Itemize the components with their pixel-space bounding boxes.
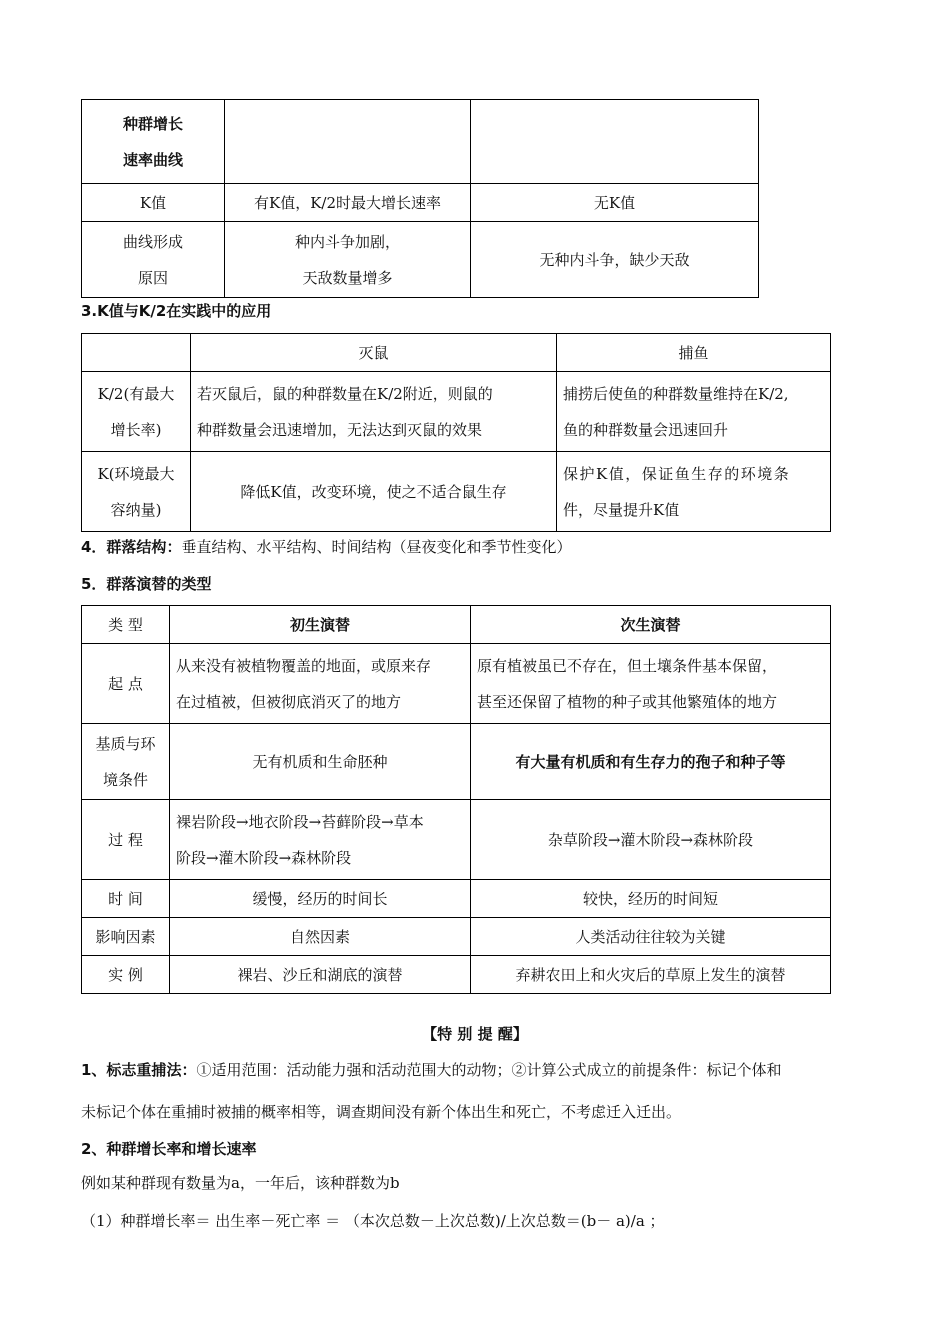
label-line: 基质与环 — [95, 734, 156, 753]
cell-line: 原有植被虽已不存在，但土壤条件基本保留， — [477, 656, 778, 675]
table-row — [82, 880, 831, 918]
cell: 降低K值，改变环境，使之不适合鼠生存 — [191, 452, 557, 532]
cell-line: 若灭鼠后，鼠的种群数量在K/2附近，则鼠的 — [197, 384, 493, 403]
cell-line: 天敌数量增多 — [302, 268, 393, 287]
table-row — [82, 956, 831, 994]
cell-line: 保护K值，保证鱼生存的环境条 — [563, 464, 791, 483]
cell-line: 裸岩阶段→地衣阶段→苔藓阶段→草本 — [176, 812, 424, 831]
cell: 有大量有机质和有生存力的孢子和种子等 — [471, 724, 831, 800]
cell — [471, 644, 831, 724]
table-header-row — [82, 606, 831, 644]
section-heading-5: 5．群落演替的类型 — [81, 575, 212, 593]
table-row — [82, 724, 831, 800]
row-label: 实 例 — [82, 956, 170, 994]
label-line: 曲线形成 — [122, 232, 183, 251]
point-1-line-1 — [81, 1060, 881, 1080]
table-row — [82, 452, 831, 532]
section-4-text: 垂直结构、水平结构、时间结构（昼夜变化和季节性变化） — [181, 538, 572, 556]
cell: 弃耕农田上和火灾后的草原上发生的演替 — [471, 956, 831, 994]
point-1-line-2: 未标记个体在重捕时被捕的概率相等，调查期间没有新个体出生和死亡，不考虑迁入迁出。 — [81, 1103, 682, 1121]
table-row — [82, 184, 759, 222]
cell-line: 从来没有被植物覆盖的地面，或原来存 — [176, 656, 432, 675]
header-cell: 类 型 — [82, 606, 170, 644]
special-reminder-title: 【特 别 提 醒】 — [422, 1025, 528, 1043]
growth-rate-comparison-table — [81, 99, 759, 298]
cell-line: 在过植被，但被彻底消灭了的地方 — [176, 692, 402, 711]
cell-line: 种内斗争加剧， — [294, 232, 400, 251]
cell — [170, 800, 471, 880]
cell-line: 件，尽量提升K值 — [563, 500, 680, 519]
row-label: 时 间 — [82, 880, 170, 918]
point-2-title: 2、种群增长率和增长速率 — [81, 1140, 257, 1158]
row-label-cause — [82, 222, 225, 298]
cell — [557, 452, 831, 532]
table-row — [82, 372, 831, 452]
row-label-growth-curve — [82, 100, 225, 184]
cell — [191, 372, 557, 452]
label-line: 原因 — [137, 268, 168, 287]
cell — [225, 222, 471, 298]
table-row — [82, 800, 831, 880]
header-cell: 灭鼠 — [191, 334, 557, 372]
cell: 人类活动往往较为关键 — [471, 918, 831, 956]
row-label — [82, 452, 191, 532]
cell-line: 鱼的种群数量会迅速回升 — [563, 420, 729, 439]
row-label: 过 程 — [82, 800, 170, 880]
point-1-text: ①适用范围：活动能力强和活动范围大的动物；②计算公式成立的前提条件：标记个体和 — [196, 1061, 782, 1079]
row-label — [82, 372, 191, 452]
cell: 无有机质和生命胚种 — [170, 724, 471, 800]
table-header-row — [82, 334, 831, 372]
cell-line: 种群数量会迅速增加，无法达到灭鼠的效果 — [197, 420, 483, 439]
k-value-application-table — [81, 333, 831, 532]
cell-j-curve — [225, 100, 471, 184]
cell: 缓慢，经历的时间长 — [170, 880, 471, 918]
cell: 无K值 — [471, 184, 759, 222]
row-label: 起 点 — [82, 644, 170, 724]
point-2-example: 例如某种群现有数量为a，一年后，该种群数为b — [81, 1174, 400, 1192]
cell: 有K值，K/2时最大增长速率 — [225, 184, 471, 222]
label-line: 容纳量) — [110, 500, 162, 519]
cell: 裸岩、沙丘和湖底的演替 — [170, 956, 471, 994]
cell-line: 阶段→灌木阶段→森林阶段 — [176, 848, 352, 867]
header-cell: 捕鱼 — [557, 334, 831, 372]
label-line: 境条件 — [102, 770, 148, 789]
table-row — [82, 644, 831, 724]
section-heading-3: 3.K值与K/2在实践中的应用 — [81, 302, 272, 320]
header-cell: 初生演替 — [170, 606, 471, 644]
row-label: 影响因素 — [82, 918, 170, 956]
table-row — [82, 100, 759, 184]
row-label — [82, 724, 170, 800]
succession-types-table — [81, 605, 831, 994]
header-cell: 次生演替 — [471, 606, 831, 644]
section-heading-4 — [81, 537, 571, 557]
point-2-formula: （1）种群增长率＝ 出生率－死亡率 ＝ （本次总数－上次总数)/上次总数＝(b－ a)/a ； — [81, 1212, 665, 1230]
cell-s-curve — [471, 100, 759, 184]
cell-line: 捕捞后使鱼的种群数量维持在K/2, — [563, 384, 789, 403]
label-line: 种群增长 — [122, 114, 183, 133]
point-1-title: 1、标志重捕法： — [81, 1061, 197, 1079]
header-cell — [82, 334, 191, 372]
table-row — [82, 222, 759, 298]
label-line: K(环境最大 — [97, 464, 175, 483]
label-line: K/2(有最大 — [97, 384, 175, 403]
cell: 杂草阶段→灌木阶段→森林阶段 — [471, 800, 831, 880]
row-label-k-value: K值 — [82, 184, 225, 222]
cell: 无种内斗争，缺少天敌 — [471, 222, 759, 298]
cell-line: 甚至还保留了植物的种子或其他繁殖体的地方 — [477, 692, 778, 711]
cell: 自然因素 — [170, 918, 471, 956]
label-line: 增长率) — [110, 420, 162, 439]
table-row — [82, 918, 831, 956]
section-4-title: 4．群落结构： — [81, 538, 182, 556]
cell — [557, 372, 831, 452]
label-line: 速率曲线 — [122, 150, 183, 169]
cell — [170, 644, 471, 724]
cell: 较快，经历的时间短 — [471, 880, 831, 918]
